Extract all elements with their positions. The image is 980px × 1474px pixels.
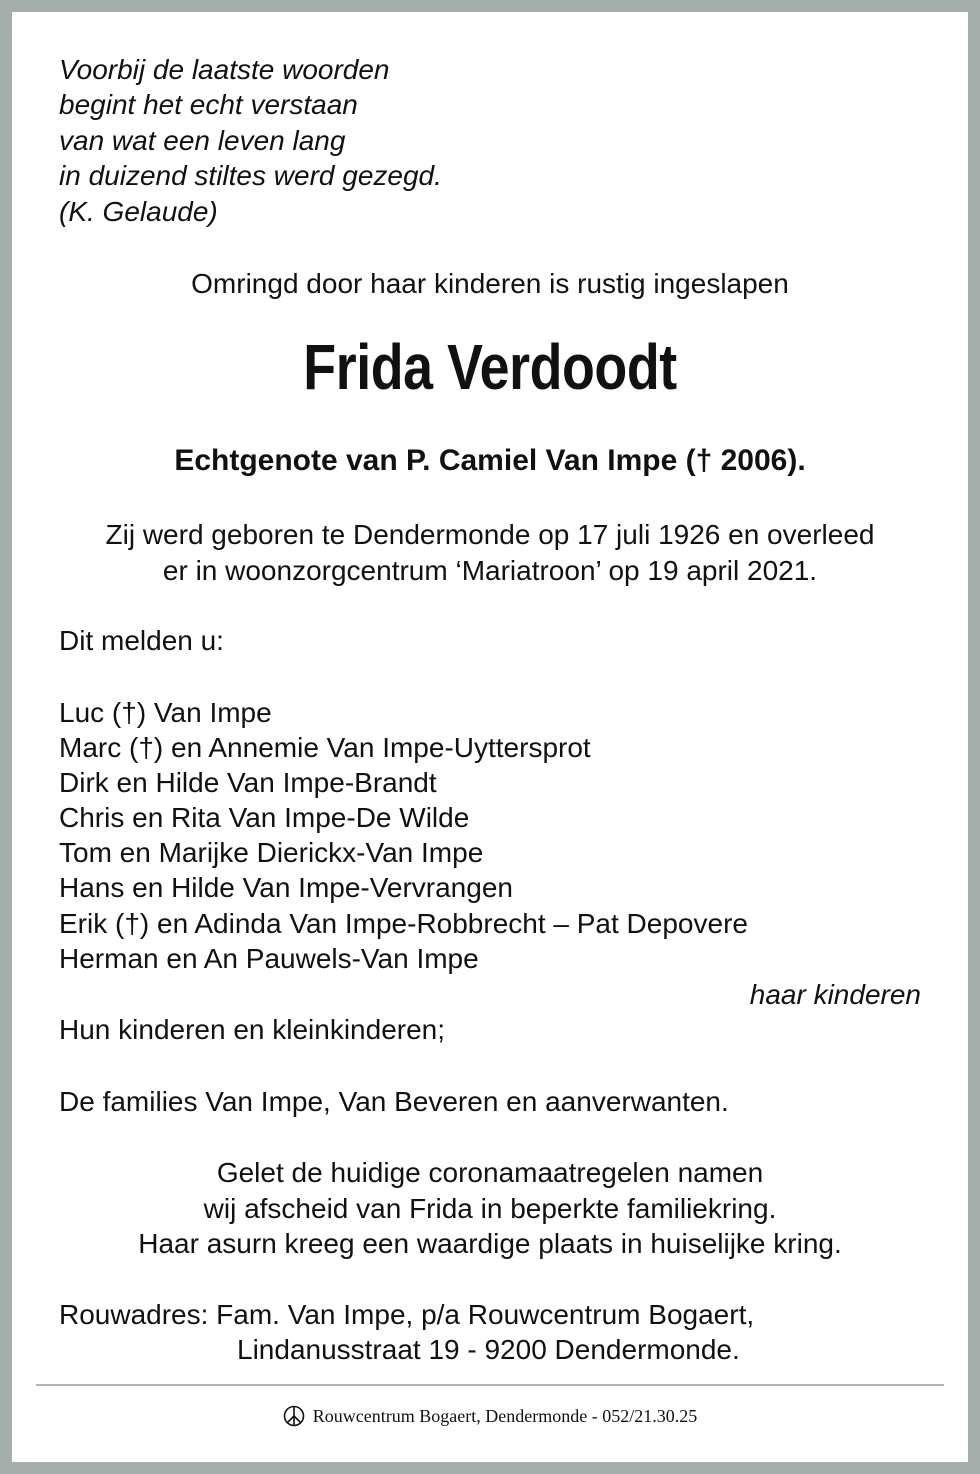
child-entry: Chris en Rita Van Impe-De Wilde bbox=[59, 802, 470, 833]
child-entry: Hans en Hilde Van Impe-Vervrangen bbox=[59, 872, 513, 903]
footer-text: Rouwcentrum Bogaert, Dendermonde - 052/21.30.25 bbox=[312, 1405, 698, 1426]
children-label: haar kinderen bbox=[749, 979, 921, 1010]
grandchildren-text: Hun kinderen en kleinkinderen; bbox=[59, 1014, 446, 1045]
poem-line: van wat een leven lang bbox=[59, 125, 346, 156]
address-line-2: Lindanusstraat 19 - 9200 Dendermonde. bbox=[237, 1334, 740, 1365]
peace-symbol-icon bbox=[283, 1405, 305, 1427]
child-entry: Herman en An Pauwels-Van Impe bbox=[59, 943, 479, 974]
poem-line: begint het echt verstaan bbox=[59, 89, 358, 120]
address-line-1: Rouwadres: Fam. Van Impe, p/a Rouwcentrum Bogaert, bbox=[59, 1299, 755, 1330]
child-entry: Dirk en Hilde Van Impe-Brandt bbox=[59, 767, 437, 798]
divider bbox=[36, 1384, 944, 1386]
child-entry: Marc (†) en Annemie Van Impe-Uyttersprot bbox=[59, 732, 591, 763]
footer bbox=[12, 1405, 968, 1427]
intro-text: Omringd door haar kinderen is rustig ingeslapen bbox=[191, 268, 789, 299]
birth-death-line: Zij werd geboren te Dendermonde op 17 juli 1926 en overleed bbox=[105, 519, 875, 550]
families-text: De families Van Impe, Van Beveren en aanverwanten. bbox=[59, 1086, 729, 1117]
notice-line: Haar asurn kreeg een waardige plaats in huiselijke kring. bbox=[138, 1228, 842, 1259]
poem-line: Voorbij de laatste woorden bbox=[59, 54, 390, 85]
deceased-name: Frida Verdoodt bbox=[303, 331, 677, 403]
notice-line: Gelet de huidige coronamaatregelen namen bbox=[216, 1157, 764, 1188]
child-entry: Erik (†) en Adinda Van Impe-Robbrecht – Pat Depovere bbox=[59, 908, 748, 939]
child-entry: Luc (†) Van Impe bbox=[59, 697, 272, 728]
spouse-line: Echtgenote van P. Camiel Van Impe († 2006). bbox=[174, 444, 806, 477]
announce-label: Dit melden u: bbox=[59, 625, 224, 656]
child-entry: Tom en Marijke Dierickx-Van Impe bbox=[59, 837, 484, 868]
birth-death-line: er in woonzorgcentrum ‘Mariatroon’ op 19 april 2021. bbox=[162, 555, 818, 586]
poem-line: in duizend stiltes werd gezegd. bbox=[59, 160, 442, 191]
poem-author: (K. Gelaude) bbox=[59, 196, 218, 227]
notice-line: wij afscheid van Frida in beperkte familiekring. bbox=[203, 1193, 777, 1224]
